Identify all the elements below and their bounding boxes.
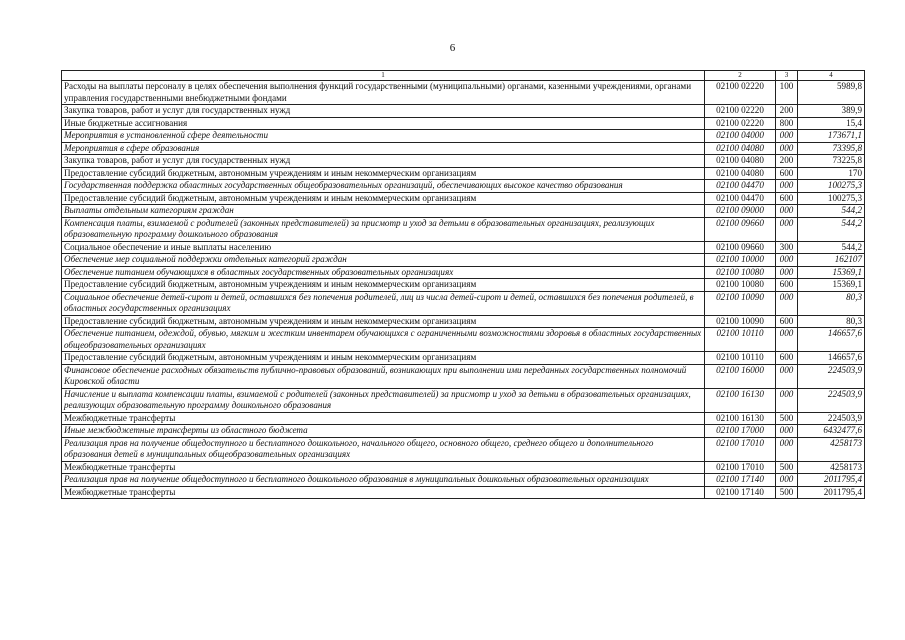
expense-name-cell: Предоставление субсидий бюджетным, автономным учреждениям и иным некоммерческим организациям	[62, 192, 705, 205]
expense-type-cell: 500	[776, 461, 798, 474]
expense-type-cell: 000	[776, 205, 798, 218]
amount-cell: 80,3	[798, 291, 865, 315]
expense-type-cell: 600	[776, 352, 798, 365]
amount-cell: 100275,3	[798, 180, 865, 193]
table-row	[62, 388, 865, 412]
table-row	[62, 437, 865, 461]
expense-type-cell: 600	[776, 279, 798, 292]
column-number: 4	[798, 71, 865, 81]
table-row	[62, 315, 865, 328]
expense-type-cell: 500	[776, 412, 798, 425]
target-code-cell: 02100 10110	[705, 352, 776, 365]
expense-name-cell: Мероприятия в установленной сфере деятельности	[62, 130, 705, 143]
expense-type-cell: 100	[776, 81, 798, 105]
expense-name-cell: Государственная поддержка областных государственных общеобразовательных организаций, обеспечивающих высокое качество образования	[62, 180, 705, 193]
expense-type-cell: 200	[776, 155, 798, 168]
expense-type-cell: 000	[776, 130, 798, 143]
table-row	[62, 291, 865, 315]
amount-cell: 146657,6	[798, 328, 865, 352]
table-row	[62, 130, 865, 143]
target-code-cell: 02100 17010	[705, 437, 776, 461]
expense-name-cell: Иные бюджетные ассигнования	[62, 117, 705, 130]
target-code-cell: 02100 10090	[705, 315, 776, 328]
table-row	[62, 81, 865, 105]
expense-name-cell: Предоставление субсидий бюджетным, автономным учреждениям и иным некоммерческим организациям	[62, 167, 705, 180]
table-row	[62, 142, 865, 155]
table-row	[62, 155, 865, 168]
table-row	[62, 254, 865, 267]
target-code-cell: 02100 10110	[705, 328, 776, 352]
table-row	[62, 241, 865, 254]
target-code-cell: 02100 17000	[705, 425, 776, 438]
amount-cell: 6432477,6	[798, 425, 865, 438]
target-code-cell: 02100 16130	[705, 412, 776, 425]
column-number-row	[62, 71, 865, 81]
expense-name-cell: Иные межбюджетные трансферты из областного бюджета	[62, 425, 705, 438]
table-row	[62, 328, 865, 352]
table-row	[62, 412, 865, 425]
table-row	[62, 364, 865, 388]
amount-cell: 100275,3	[798, 192, 865, 205]
expense-type-cell: 000	[776, 266, 798, 279]
expense-name-cell: Предоставление субсидий бюджетным, автономным учреждениям и иным некоммерческим организациям	[62, 279, 705, 292]
amount-cell: 15369,1	[798, 266, 865, 279]
table-row	[62, 474, 865, 487]
amount-cell: 80,3	[798, 315, 865, 328]
amount-cell: 389,9	[798, 105, 865, 118]
expense-name-cell: Реализация прав на получение общедоступного и бесплатного дошкольного образования в муниципальных дошкольных образовательных организациях	[62, 474, 705, 487]
expense-type-cell: 000	[776, 364, 798, 388]
table-row	[62, 180, 865, 193]
expense-type-cell: 000	[776, 425, 798, 438]
expense-type-cell: 000	[776, 437, 798, 461]
expense-name-cell: Закупка товаров, работ и услуг для государственных нужд	[62, 155, 705, 168]
amount-cell: 544,2	[798, 217, 865, 241]
expense-type-cell: 600	[776, 192, 798, 205]
amount-cell: 5989,8	[798, 81, 865, 105]
expense-name-cell: Предоставление субсидий бюджетным, автономным учреждениям и иным некоммерческим организациям	[62, 352, 705, 365]
expense-name-cell: Реализация прав на получение общедоступного и бесплатного дошкольного, начального общего, основного общего, среднего общего и дополнительного образования детей в муниципальных общеобразовательных организациях	[62, 437, 705, 461]
target-code-cell: 02100 16000	[705, 364, 776, 388]
expense-type-cell: 000	[776, 180, 798, 193]
expense-name-cell: Межбюджетные трансферты	[62, 486, 705, 499]
amount-cell: 173671,1	[798, 130, 865, 143]
table-row	[62, 205, 865, 218]
target-code-cell: 02100 02220	[705, 117, 776, 130]
expense-name-cell: Межбюджетные трансферты	[62, 461, 705, 474]
target-code-cell: 02100 09660	[705, 241, 776, 254]
table-row	[62, 167, 865, 180]
table-row	[62, 461, 865, 474]
amount-cell: 2011795,4	[798, 486, 865, 499]
amount-cell: 544,2	[798, 205, 865, 218]
column-number: 1	[62, 71, 705, 81]
amount-cell: 162107	[798, 254, 865, 267]
table-row	[62, 117, 865, 130]
amount-cell: 4258173	[798, 437, 865, 461]
page-number: 6	[449, 42, 456, 54]
expense-type-cell: 800	[776, 117, 798, 130]
amount-cell: 15,4	[798, 117, 865, 130]
target-code-cell: 02100 10090	[705, 291, 776, 315]
expense-type-cell: 000	[776, 254, 798, 267]
amount-cell: 2011795,4	[798, 474, 865, 487]
expense-name-cell: Мероприятия в сфере образования	[62, 142, 705, 155]
target-code-cell: 02100 04000	[705, 130, 776, 143]
target-code-cell: 02100 10000	[705, 254, 776, 267]
target-code-cell: 02100 04080	[705, 155, 776, 168]
target-code-cell: 02100 04080	[705, 142, 776, 155]
amount-cell: 544,2	[798, 241, 865, 254]
expense-name-cell: Обеспечение питанием обучающихся в областных государственных образовательных организациях	[62, 266, 705, 279]
expense-type-cell: 000	[776, 142, 798, 155]
expense-name-cell: Финансовое обеспечение расходных обязательств публично-правовых образований, возникающих при выполнении ими переданных государственных полномочий Кировской области	[62, 364, 705, 388]
expense-name-cell: Начисление и выплата компенсации платы, взимаемой с родителей (законных представителей) за присмотр и уход за детьми в образовательных организациях, реализующих образовательную программу дошкольного образования	[62, 388, 705, 412]
expense-name-cell: Расходы на выплаты персоналу в целях обеспечения выполнения функций государственными (муниципальными) органами, казенными учреждениями, органами управления государственными внебюджетными фондами	[62, 81, 705, 105]
target-code-cell: 02100 09000	[705, 205, 776, 218]
amount-cell: 15369,1	[798, 279, 865, 292]
expense-type-cell: 000	[776, 474, 798, 487]
target-code-cell: 02100 10080	[705, 266, 776, 279]
table-row	[62, 279, 865, 292]
amount-cell: 73225,8	[798, 155, 865, 168]
target-code-cell: 02100 17010	[705, 461, 776, 474]
target-code-cell: 02100 17140	[705, 474, 776, 487]
expense-name-cell: Обеспечение мер социальной поддержки отдельных категорий граждан	[62, 254, 705, 267]
expense-type-cell: 200	[776, 105, 798, 118]
expense-name-cell: Закупка товаров, работ и услуг для государственных нужд	[62, 105, 705, 118]
amount-cell: 73395,8	[798, 142, 865, 155]
target-code-cell: 02100 02220	[705, 81, 776, 105]
table-row	[62, 352, 865, 365]
target-code-cell: 02100 04470	[705, 180, 776, 193]
expense-type-cell: 600	[776, 167, 798, 180]
expense-type-cell: 500	[776, 486, 798, 499]
expense-type-cell: 000	[776, 291, 798, 315]
table-row	[62, 105, 865, 118]
expense-type-cell: 000	[776, 217, 798, 241]
amount-cell: 4258173	[798, 461, 865, 474]
expense-name-cell: Обеспечение питанием, одеждой, обувью, мягким и жестким инвентарем обучающихся с ограниченными возможностями здоровья в областных государственных общеобразовательных организациях	[62, 328, 705, 352]
budget-table	[61, 70, 865, 499]
budget-table-body	[62, 71, 865, 499]
amount-cell: 224503,9	[798, 388, 865, 412]
target-code-cell: 02100 09660	[705, 217, 776, 241]
target-code-cell: 02100 10080	[705, 279, 776, 292]
target-code-cell: 02100 02220	[705, 105, 776, 118]
target-code-cell: 02100 16130	[705, 388, 776, 412]
expense-name-cell: Выплаты отдельным категориям граждан	[62, 205, 705, 218]
expense-name-cell: Компенсация платы, взимаемой с родителей (законных представителей) за присмотр и уход за детьми в образовательных организациях, реализующих образовательную программу дошкольного образования	[62, 217, 705, 241]
target-code-cell: 02100 17140	[705, 486, 776, 499]
expense-type-cell: 000	[776, 328, 798, 352]
expense-type-cell: 000	[776, 388, 798, 412]
expense-type-cell: 600	[776, 315, 798, 328]
expense-name-cell: Социальное обеспечение и иные выплаты населению	[62, 241, 705, 254]
column-number: 2	[705, 71, 776, 81]
amount-cell: 146657,6	[798, 352, 865, 365]
table-row	[62, 266, 865, 279]
target-code-cell: 02100 04470	[705, 192, 776, 205]
amount-cell: 224503,9	[798, 412, 865, 425]
target-code-cell: 02100 04080	[705, 167, 776, 180]
column-number: 3	[776, 71, 798, 81]
amount-cell: 170	[798, 167, 865, 180]
table-row	[62, 486, 865, 499]
table-row	[62, 192, 865, 205]
expense-name-cell: Межбюджетные трансферты	[62, 412, 705, 425]
expense-type-cell: 300	[776, 241, 798, 254]
table-row	[62, 425, 865, 438]
table-row	[62, 217, 865, 241]
expense-name-cell: Предоставление субсидий бюджетным, автономным учреждениям и иным некоммерческим организациям	[62, 315, 705, 328]
amount-cell: 224503,9	[798, 364, 865, 388]
expense-name-cell: Социальное обеспечение детей-сирот и детей, оставшихся без попечения родителей, лиц из числа детей-сирот и детей, оставшихся без попечения родителей, в областных государственных организациях	[62, 291, 705, 315]
